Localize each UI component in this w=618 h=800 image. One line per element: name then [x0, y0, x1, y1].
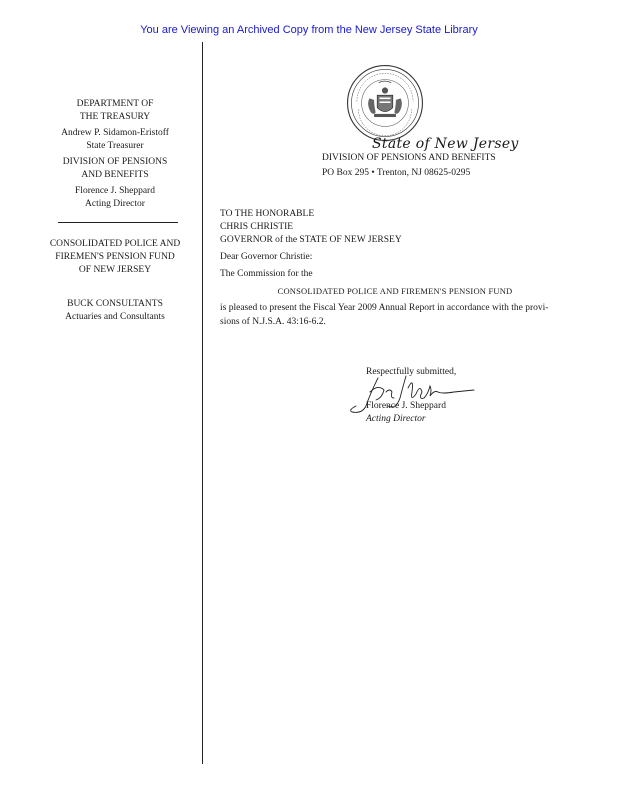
fund-line-1: CONSOLIDATED POLICE AND	[49, 239, 181, 249]
fund-name: CONSOLIDATED POLICE AND FIREMEN'S PENSION FUND	[277, 286, 513, 296]
salutation: Dear Governor Christie:	[220, 252, 313, 262]
letterhead-address: PO Box 295 • Trenton, NJ 08625-0295	[322, 168, 471, 178]
closing: Respectfully submitted,	[366, 367, 457, 377]
recipient-line-3: GOVERNOR of the STATE OF NEW JERSEY	[220, 235, 402, 245]
fund-line-2: FIREMEN'S PENSION FUND	[55, 252, 175, 262]
state-title: State of New Jersey	[372, 136, 519, 152]
body-paragraph-line-1: is pleased to present the Fiscal Year 2009 Annual Report in accordance with the provi-	[220, 303, 549, 313]
consultant-role: Actuaries and Consultants	[65, 312, 165, 322]
director-title: Acting Director	[85, 199, 145, 209]
vertical-divider	[202, 42, 203, 764]
treasurer-title: State Treasurer	[86, 141, 144, 151]
recipient-line-1: TO THE HONORABLE	[220, 209, 315, 219]
recipient-line-2: CHRIS CHRISTIE	[220, 222, 294, 232]
fund-line-3: OF NEW JERSEY	[78, 265, 152, 275]
intro-line: The Commission for the	[220, 269, 313, 279]
division-line-1: DIVISION OF PENSIONS	[62, 157, 168, 167]
consultant-name: BUCK CONSULTANTS	[67, 299, 163, 309]
treasurer-name: Andrew P. Sidamon-Eristoff	[61, 128, 169, 138]
archive-banner: You are Viewing an Archived Copy from the New Jersey State Library	[140, 24, 478, 36]
signer-name: Florence J. Sheppard	[366, 401, 446, 411]
sidebar-divider	[58, 222, 178, 223]
letterhead-division: DIVISION OF PENSIONS AND BENEFITS	[322, 153, 496, 163]
state-seal-icon	[346, 64, 424, 142]
department-line-2: THE TREASURY	[79, 112, 151, 122]
body-paragraph-line-2: sions of N.J.S.A. 43:16-6.2.	[220, 317, 326, 327]
signer-title: Acting Director	[366, 414, 426, 424]
director-name: Florence J. Sheppard	[75, 186, 155, 196]
department-line-1: DEPARTMENT OF	[76, 99, 154, 109]
division-line-2: AND BENEFITS	[81, 170, 149, 180]
